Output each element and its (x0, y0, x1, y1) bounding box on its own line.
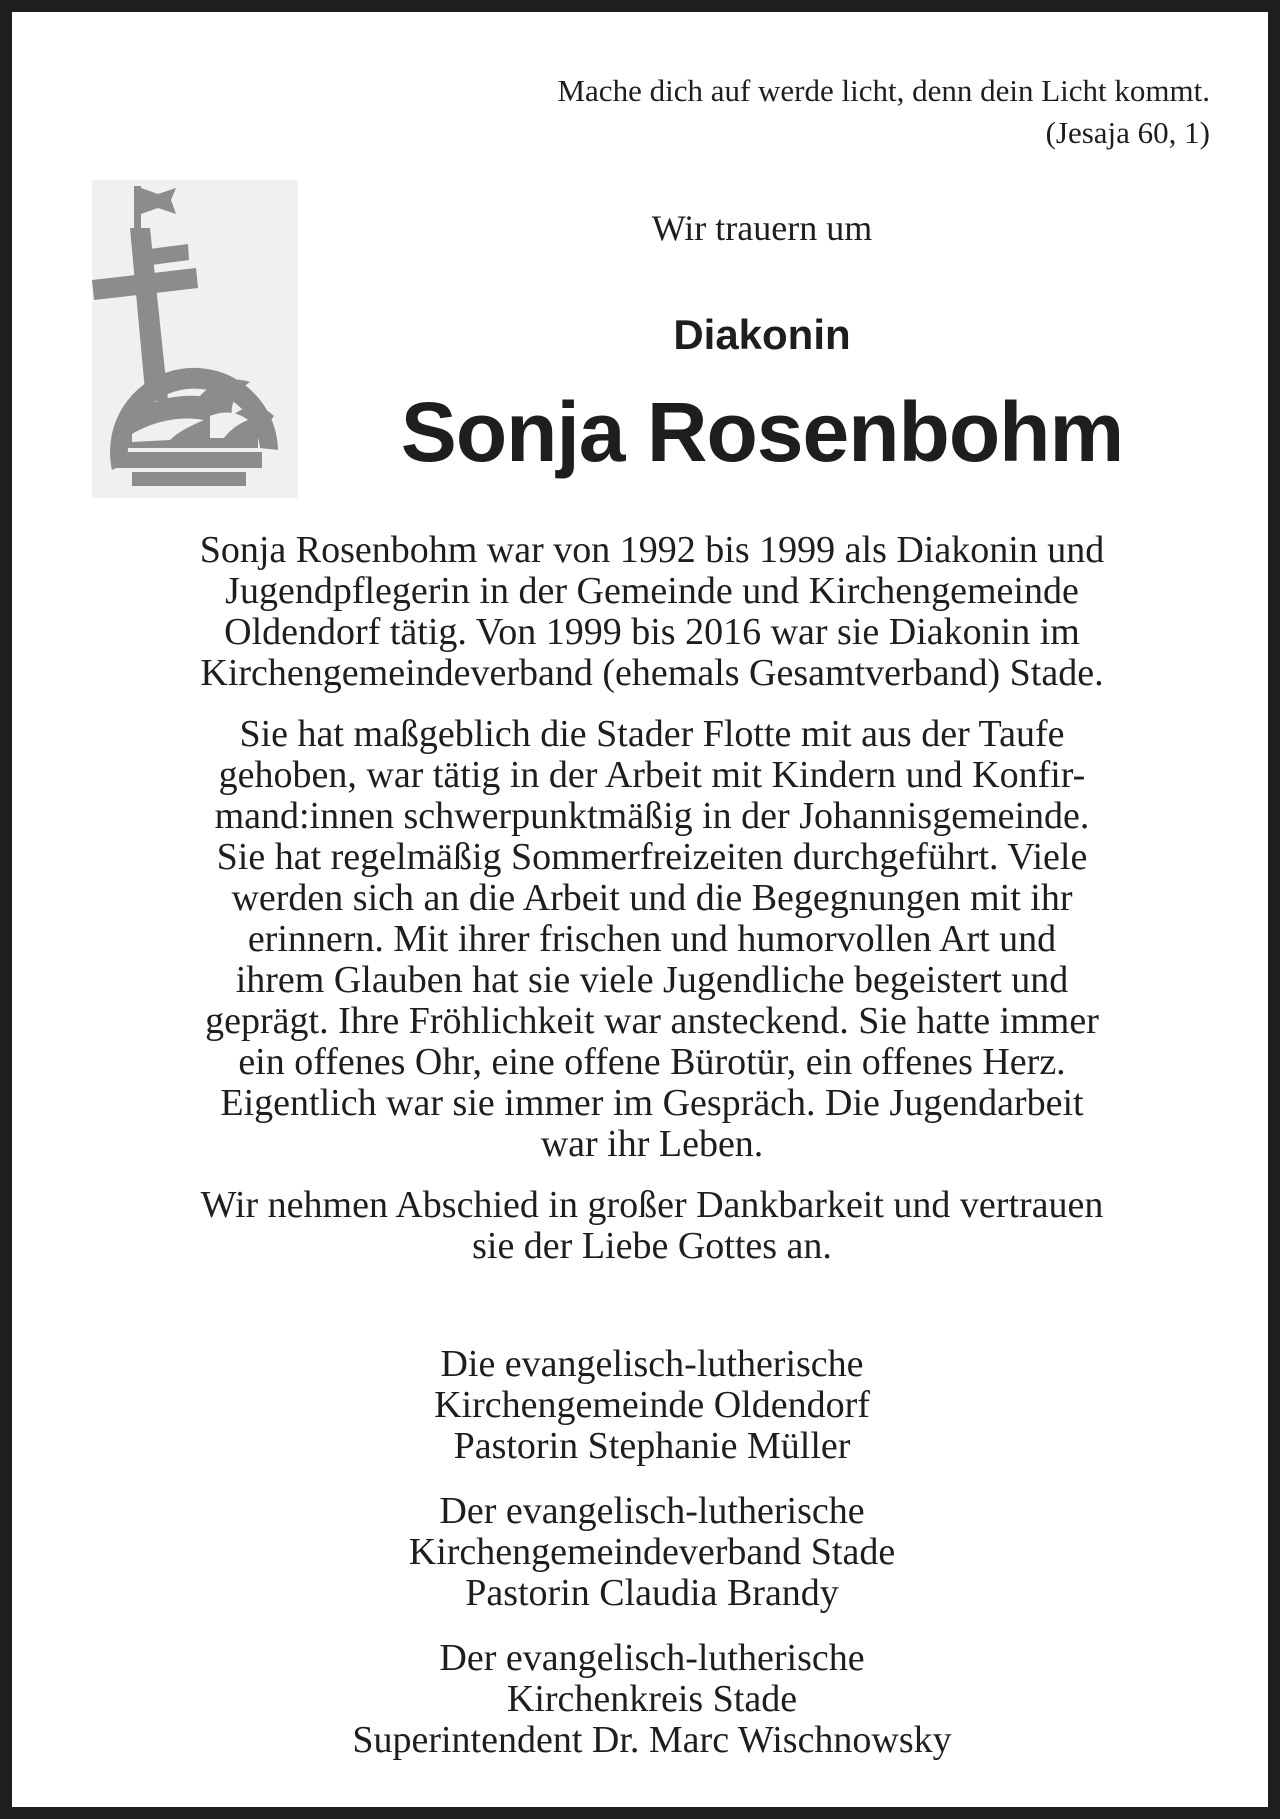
text-line: Wir nehmen Abschied in großer Dankbarkeit und vertrauen (200, 1184, 1104, 1226)
text-line: war ihr Leben. (540, 1123, 764, 1165)
text-line: erinnern. Mit ihrer frischen und humorvollen Art und (247, 918, 1057, 960)
text-line: Sie hat maßgeblich die Stader Flotte mit aus der Taufe (239, 713, 1065, 755)
signature-line: Kirchenkreis Stade (506, 1678, 798, 1720)
text-line: ein offenes Ohr, eine offene Bürotür, ein offenes Herz. (238, 1041, 1066, 1083)
deceased-name: Sonja Rosenbohm (400, 385, 1124, 479)
signature-block (62, 1344, 1242, 1467)
bible-verse-text: Mache dich auf werde licht, denn dein Licht kommt. (557, 73, 1210, 108)
bible-verse-reference: (Jesaja 60, 1) (1045, 115, 1210, 150)
text-line: sie der Liebe Gottes an. (472, 1225, 832, 1267)
text-line: gehoben, war tätig in der Arbeit mit Kindern und Konfir- (218, 754, 1086, 796)
text-line: geprägt. Ihre Fröhlichkeit war ansteckend. Sie hatte immer (205, 1000, 1099, 1042)
text-line: mand:innen schwerpunktmäßig in der Johannisgemeinde. (214, 795, 1090, 837)
text-line: Sonja Rosenbohm war von 1992 bis 1999 als Diakonin und (199, 529, 1105, 571)
intro-text: Wir trauern um (651, 208, 873, 248)
role-title: Diakonin (673, 311, 851, 358)
bible-verse (557, 70, 1210, 154)
text-line: Oldendorf tätig. Von 1999 bis 2016 war sie Diakonin im (224, 611, 1080, 653)
signature-line: Pastorin Stephanie Müller (453, 1425, 851, 1467)
signature-block (62, 1638, 1242, 1761)
obituary-paragraph (62, 530, 1242, 694)
signature-line: Superintendent Dr. Marc Wischnowsky (352, 1719, 952, 1761)
text-line: Sie hat regelmäßig Sommerfreizeiten durchgeführt. Viele (216, 836, 1088, 878)
text-line: Jugendpflegerin in der Gemeinde und Kirchengemeinde (225, 570, 1079, 612)
signature-line: Der evangelisch-lutherische (439, 1637, 865, 1679)
signature-line: Kirchengemeindeverband Stade (408, 1531, 896, 1573)
signatures (62, 1344, 1242, 1785)
signature-line: Der evangelisch-lutherische (439, 1490, 865, 1532)
text-line: Kirchengemeindeverband (ehemals Gesamtverband) Stade. (200, 652, 1104, 694)
text-line: werden sich an die Arbeit und die Begegnungen mit ihr (231, 877, 1073, 919)
obituary-body (62, 530, 1242, 1287)
signature-line: Die evangelisch-lutherische (440, 1343, 864, 1385)
signature-block (62, 1491, 1242, 1614)
church-cross-ship-wave-icon (92, 180, 298, 498)
text-line: Eigentlich war sie immer im Gespräch. Die Jugendarbeit (220, 1082, 1084, 1124)
obituary-paragraph (62, 714, 1242, 1165)
signature-line: Kirchengemeinde Oldendorf (434, 1384, 870, 1426)
text-line: ihrem Glauben hat sie viele Jugendliche begeistert und (235, 959, 1069, 1001)
obituary-paragraph (62, 1185, 1242, 1267)
signature-line: Pastorin Claudia Brandy (465, 1572, 839, 1614)
